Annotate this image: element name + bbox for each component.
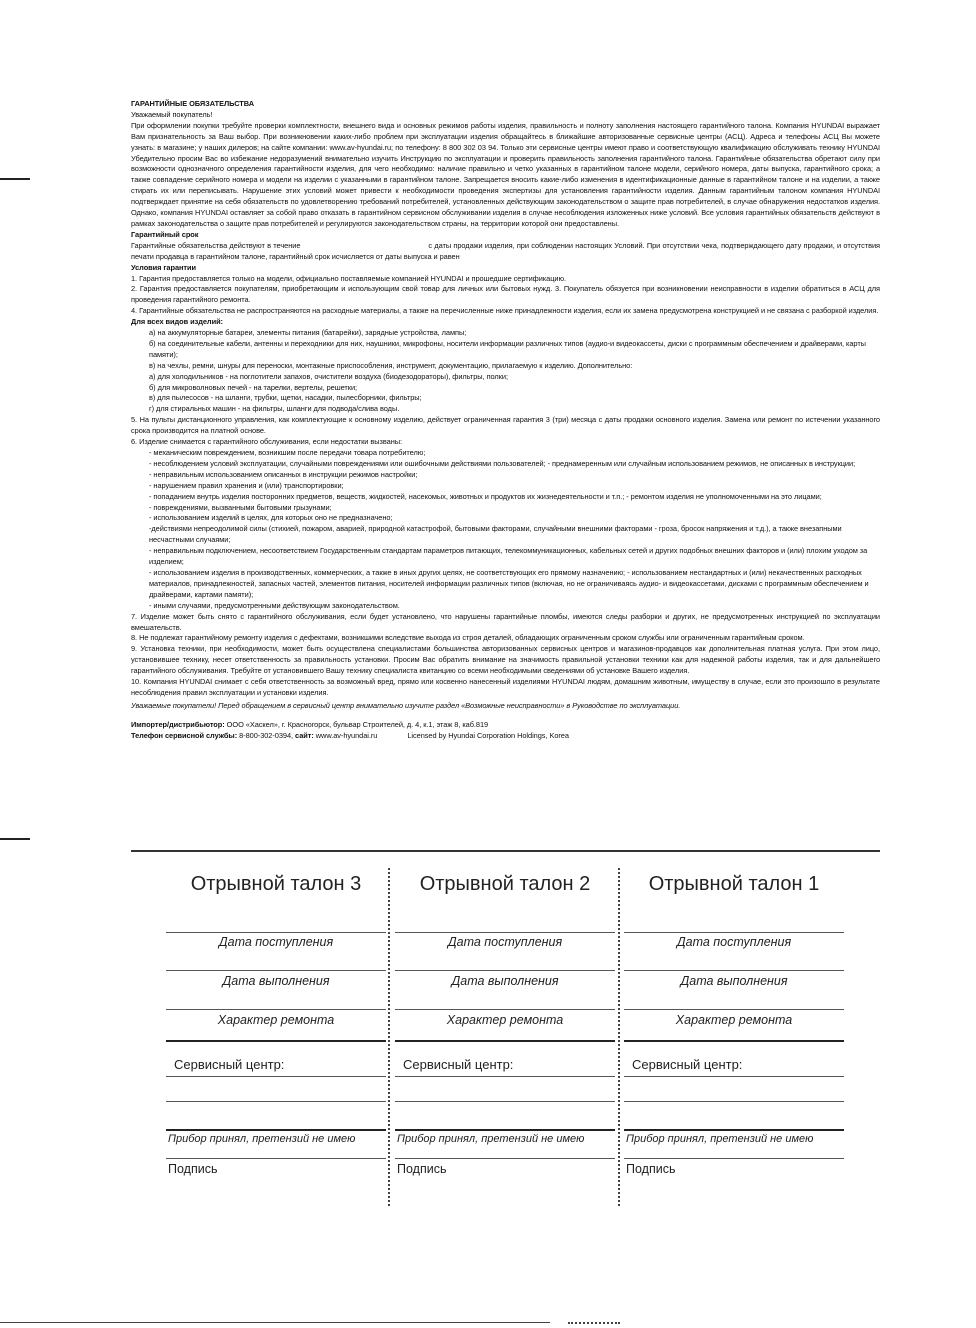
list-item: - несоблюдением условий эксплуатации, случайными повреждениями или ошибочными действиями пользователей; - преднамеренным или случайным использованием режимов, не описанных в инструкции; [149, 458, 856, 468]
warranty-title: ГАРАНТИЙНЫЕ ОБЯЗАТЕЛЬСТВА [131, 99, 254, 108]
greeting: Уважаемый покупатель! [131, 109, 213, 119]
field-line [166, 1158, 386, 1159]
repair-type-label: Характер ремонта [675, 1013, 793, 1027]
field-line [624, 1076, 844, 1077]
list-item: - нарушением правил хранения и (или) транспортировки; [149, 480, 344, 490]
list-item: - иными случаями, предусмотренными действующим законодательством. [149, 600, 400, 610]
received-date-label: Дата поступления [218, 935, 334, 949]
all-products-heading: Для всех видов изделий: [131, 317, 223, 327]
condition-5: 5. На пульты дистанционного управления, как комплектующие к основному изделию, действует ограниченная гарантия 3 (три) месяца с даты продажи основного изделия. Замена или ремонт по истечении указанного срока производится на платной основе. [131, 415, 880, 436]
coupon-2 [395, 862, 615, 1207]
field-line [395, 1101, 615, 1102]
completed-date-label: Дата выполнения [222, 974, 330, 988]
list-item: - неправильным использованием описанных в инструкции режимов настройки; [149, 469, 418, 479]
condition-2: 2. Гарантия предоставляется покупателям, приобретающим и использующим свой товар для личных или бытовых нужд. 3. Покупатель обязуется при возникновении неисправности в изделии обратиться в АСЦ для проведения гарантийного ремонта. [131, 284, 880, 305]
bottom-trim-mark [568, 1322, 620, 1327]
service-center-label: Сервисный центр: [403, 1057, 514, 1072]
completed-date-label: Дата выполнения [451, 974, 559, 988]
cut-line [388, 868, 390, 1206]
list-item: а) на аккумуляторные батареи, элементы питания (батарейки), зарядные устройства, лампы; [149, 328, 467, 338]
field-line [624, 1158, 844, 1159]
field-line [624, 1040, 844, 1042]
importer-value: ООО «Хаскел», г. Красногорск, бульвар Строителей, д. 4, к.1, этаж 8, каб.819 [226, 719, 489, 729]
field-line [166, 1076, 386, 1077]
coupon-title: Отрывной талон 2 [419, 873, 591, 895]
signature-label: Подпись [397, 1162, 447, 1176]
condition-10: 10. Компания HYUNDAI снимает с себя ответственность за возможный вред, прямо или косвенно нанесенный изделиями HYUNDAI людям, домашним животным, имуществу в случае, если это произошло в результате несоблюдения правил эксплуатации и установки изделия. [131, 677, 880, 697]
repair-type-label: Характер ремонта [217, 1013, 335, 1027]
site-label: сайт: [295, 730, 314, 740]
importer-label: Импортер/дистрибьютор: [131, 719, 225, 729]
condition-8: 8. Не подлежат гарантийному ремонту изделия с дефектами, возникшими вследствие выхода из строя деталей, обладающих ограниченным сроком службы или ограниченным гарантийным сроком. [131, 633, 805, 643]
field-line [395, 1158, 615, 1159]
list-item: - использованием изделия в производственных, коммерческих, а также в иных других целях, не соответствующих его прямому назначению; - использованием нестандартных и (или) некачественных расходных материалов, принадлежностей, запасных частей, элементов питания, носителей информации различных типов (включая, но не ограничиваясь аудио- и видеокассетами, дисками с программным обеспечением и драйверами, картами памяти); [149, 567, 869, 599]
crop-mark-top [0, 178, 30, 180]
service-center-label: Сервисный центр: [632, 1057, 743, 1072]
field-line [166, 970, 386, 971]
service-center-label: Сервисный центр: [174, 1057, 285, 1072]
received-date-label: Дата поступления [676, 935, 792, 949]
field-line [395, 970, 615, 971]
phone-line [131, 731, 880, 742]
coupon-1 [624, 862, 844, 1207]
field-line [166, 1129, 386, 1131]
signature-label: Подпись [168, 1162, 218, 1176]
accepted-label: Прибор принял, претензий не имею [626, 1133, 814, 1145]
term-paragraph [131, 241, 880, 263]
field-line [624, 932, 844, 933]
term-heading: Гарантийный срок [131, 229, 199, 239]
importer-line [131, 720, 880, 731]
field-line [395, 932, 615, 933]
bottom-trim-line [0, 1322, 550, 1323]
coupon-3 [166, 862, 386, 1207]
field-line [395, 1009, 615, 1010]
condition-7: 7. Изделие может быть снято с гарантийного обслуживания, если будет установлено, что нарушены гарантийные пломбы, имеются следы разборки и других, не предусмотренных инструкцией по эксплуатации вмешательств. [131, 611, 880, 632]
list-item: в) для пылесосов - на шланги, трубки, щетки, насадки, пылесборники, фильтры; [149, 393, 422, 403]
service-note: Уважаемые покупатели! Перед обращением в сервисный центр внимательно изучите раздел «Возможные неисправности» в Руководстве по эксплуатации. [131, 700, 681, 710]
field-line [624, 1101, 844, 1102]
crop-mark-bottom [0, 838, 30, 840]
field-line [395, 1040, 615, 1042]
warranty-text [131, 99, 880, 742]
list-item: - механическим повреждением, возникшим после передачи товара потребителю; [149, 448, 426, 457]
field-line [166, 1040, 386, 1042]
list-item: - повреждениями, вызванными бытовыми грызунами; [149, 502, 332, 512]
site-value: www.av-hyundai.ru [315, 730, 378, 740]
field-line [166, 1101, 386, 1102]
received-date-label: Дата поступления [447, 935, 563, 949]
field-line [166, 1009, 386, 1010]
coupon-title: Отрывной талон 1 [648, 873, 820, 895]
term-text-b: с даты продажи изделия, при соблюдении настоящих Условий. При отсутствии чека, подтверждающего дату продажи, и отсутствия печати продавца в гарантийном талоне, гарантийный срок исчисляется от даты выпуска и равен [131, 240, 880, 261]
list-item: - попаданием внутрь изделия посторонних предметов, веществ, жидкостей, насекомых, животных и продуктов их жизнедеятельности и т.п.; - ремонтом изделия не уполномоченными на это лицами; [149, 491, 822, 501]
intro-paragraph: При оформлении покупки требуйте проверки комплектности, внешнего вида и основных режимов работы изделия, правильность и полноту заполнения настоящего гарантийного талона. Компания HYUNDAI выражает Вам признательность за Ваш выбор. При возникновении каких-либо проблем при эксплуатации изделия обращайтесь в ближайшие авторизованные сервисные центры (АСЦ). Адреса и телефоны АСЦ Вы можете узнать: в магазине; у наших дилеров; на сайте компании: www.av-hyundai.ru; по телефону: 8 800 302 03 94. Только эти сервисные центры имеют право и соответствующую квалификацию обслуживать технику HYUNDAI Убедительно просим Вас во избежание недоразумений внимательно изучить Инструкцию по эксплуатации и проверить правильность заполнения гарантийного талона. Гарантийные обязательства обретают силу при возможности однозначного определения гарантийности изделия, для чего необходимо: наличие правильно и четко указанных в гарантийном талоне модели, серийного номера, даты выпуска, гарантийного срока; а также совпадение серийного номера и модели на изделии с указанными в гарантийном талоне. Запрещается вносить какие-либо изменения в идентификационные данные в гарантийном талоне и на изделии, а также стирать их или переписывать. Нарушение этих условий может привести к необходимости проведения экспертизы для установления гарантийности изделия. Данным гарантийным талоном компания HYUNDAI подтверждает принятие на себя обязательств по удовлетворению требований потребителей, установленных действующим законодательством о защите прав потребителей, в случае обнаружения недостатков изделия. Однако, компания HYUNDAI оставляет за собой право отказать в гарантийном сервисном обслуживании изделия в случае несоблюдения изложенных ниже условий. Все условия гарантийных обязательств действуют в рамках законодательства о защите прав потребителей и регулируются законодательством страны, на территории которой они предоставлены. [131, 120, 880, 228]
field-line [624, 1129, 844, 1131]
repair-type-label: Характер ремонта [446, 1013, 564, 1027]
condition-1: 1. Гарантия предоставляется только на модели, официально поставляемые компанией HYUNDAI и прошедшие сертификацию. [131, 273, 566, 283]
signature-label: Подпись [626, 1162, 676, 1176]
condition-9: 9. Установка техники, при необходимости, может быть осуществлена специалистами большинства авторизованных сервисных центров и магазинов-продавцов как дополнительная платная услуга. При этом лицо, установившее технику, несет ответственность за правильность установки. Просим Вас обратить внимание на значимость правильной установки техники как для надежной работы изделия, так и для дальнейшего гарантийного обслуживания. Требуйте от установившего Вашу технику специалиста квитанцию со всеми необходимыми сведениями об установке Вашего изделия. [131, 644, 880, 676]
condition-4: 4. Гарантийные обязательства не распространяются на расходные материалы, а также на перечисленные ниже принадлежности изделия, если их замена предусмотрена конструкцией и не связана с разборкой изделия. [131, 306, 879, 316]
list-item: - неправильным подключением, несоответствием Государственным стандартам параметров питающих, телекоммуникационных, кабельных сетей и других подобных внешних факторов и (или) плохим уходом за изделием; [149, 546, 868, 567]
cut-line [618, 868, 620, 1206]
accepted-label: Прибор принял, претензий не имею [397, 1133, 585, 1145]
field-line [395, 1129, 615, 1131]
list-item: б) на соединительные кабели, антенны и переходники для них, наушники, микрофоны, носители информации различных типов (аудио-и видеокассеты, диски с программным обеспечением и драйверами, карты памяти); [149, 338, 866, 359]
field-line [624, 970, 844, 971]
list-item: а) для холодильников - на поглотители запахов, очистители воздуха (биодезодораторы), фильтры, полки; [149, 371, 508, 381]
separator-line [131, 850, 880, 852]
list-item: в) на чехлы, ремни, шнуры для переноски, монтажные приспособления, инструмент, документацию, прилагаемую к изделию. Дополнительно: [149, 360, 633, 370]
coupon-title: Отрывной талон 3 [190, 873, 362, 895]
condition-6: 6. Изделие снимается с гарантийного обслуживания, если недостатки вызваны: [131, 437, 402, 447]
term-text-a: Гарантийные обязательства действуют в течение [131, 240, 301, 250]
list-item: -действиями непреодолимой силы (стихией, пожаром, аварией, природной катастрофой, бытовыми факторами, случайными внешними факторами - гроза, бросок напряжения и т.д.), а также внезапными несчастными случаями; [149, 524, 842, 545]
list-item: г) для стиральных машин - на фильтры, шланги для подвода/слива воды. [149, 404, 400, 414]
list-item: - использованием изделий в целях, для которых оно не предназначено; [149, 513, 393, 523]
license-text: Licensed by Hyundai Corporation Holdings, Korea [407, 730, 569, 740]
completed-date-label: Дата выполнения [680, 974, 788, 988]
list-item: б) для микроволновых печей - на тарелки, вертелы, решетки; [149, 382, 358, 392]
field-line [624, 1009, 844, 1010]
accepted-label: Прибор принял, претензий не имею [168, 1133, 356, 1145]
conditions-heading: Условия гарантии [131, 262, 196, 272]
phone-label: Телефон сервисной службы: [131, 730, 238, 740]
phone-value: 8-800-302-0394, [239, 730, 294, 740]
field-line [166, 932, 386, 933]
field-line [395, 1076, 615, 1077]
